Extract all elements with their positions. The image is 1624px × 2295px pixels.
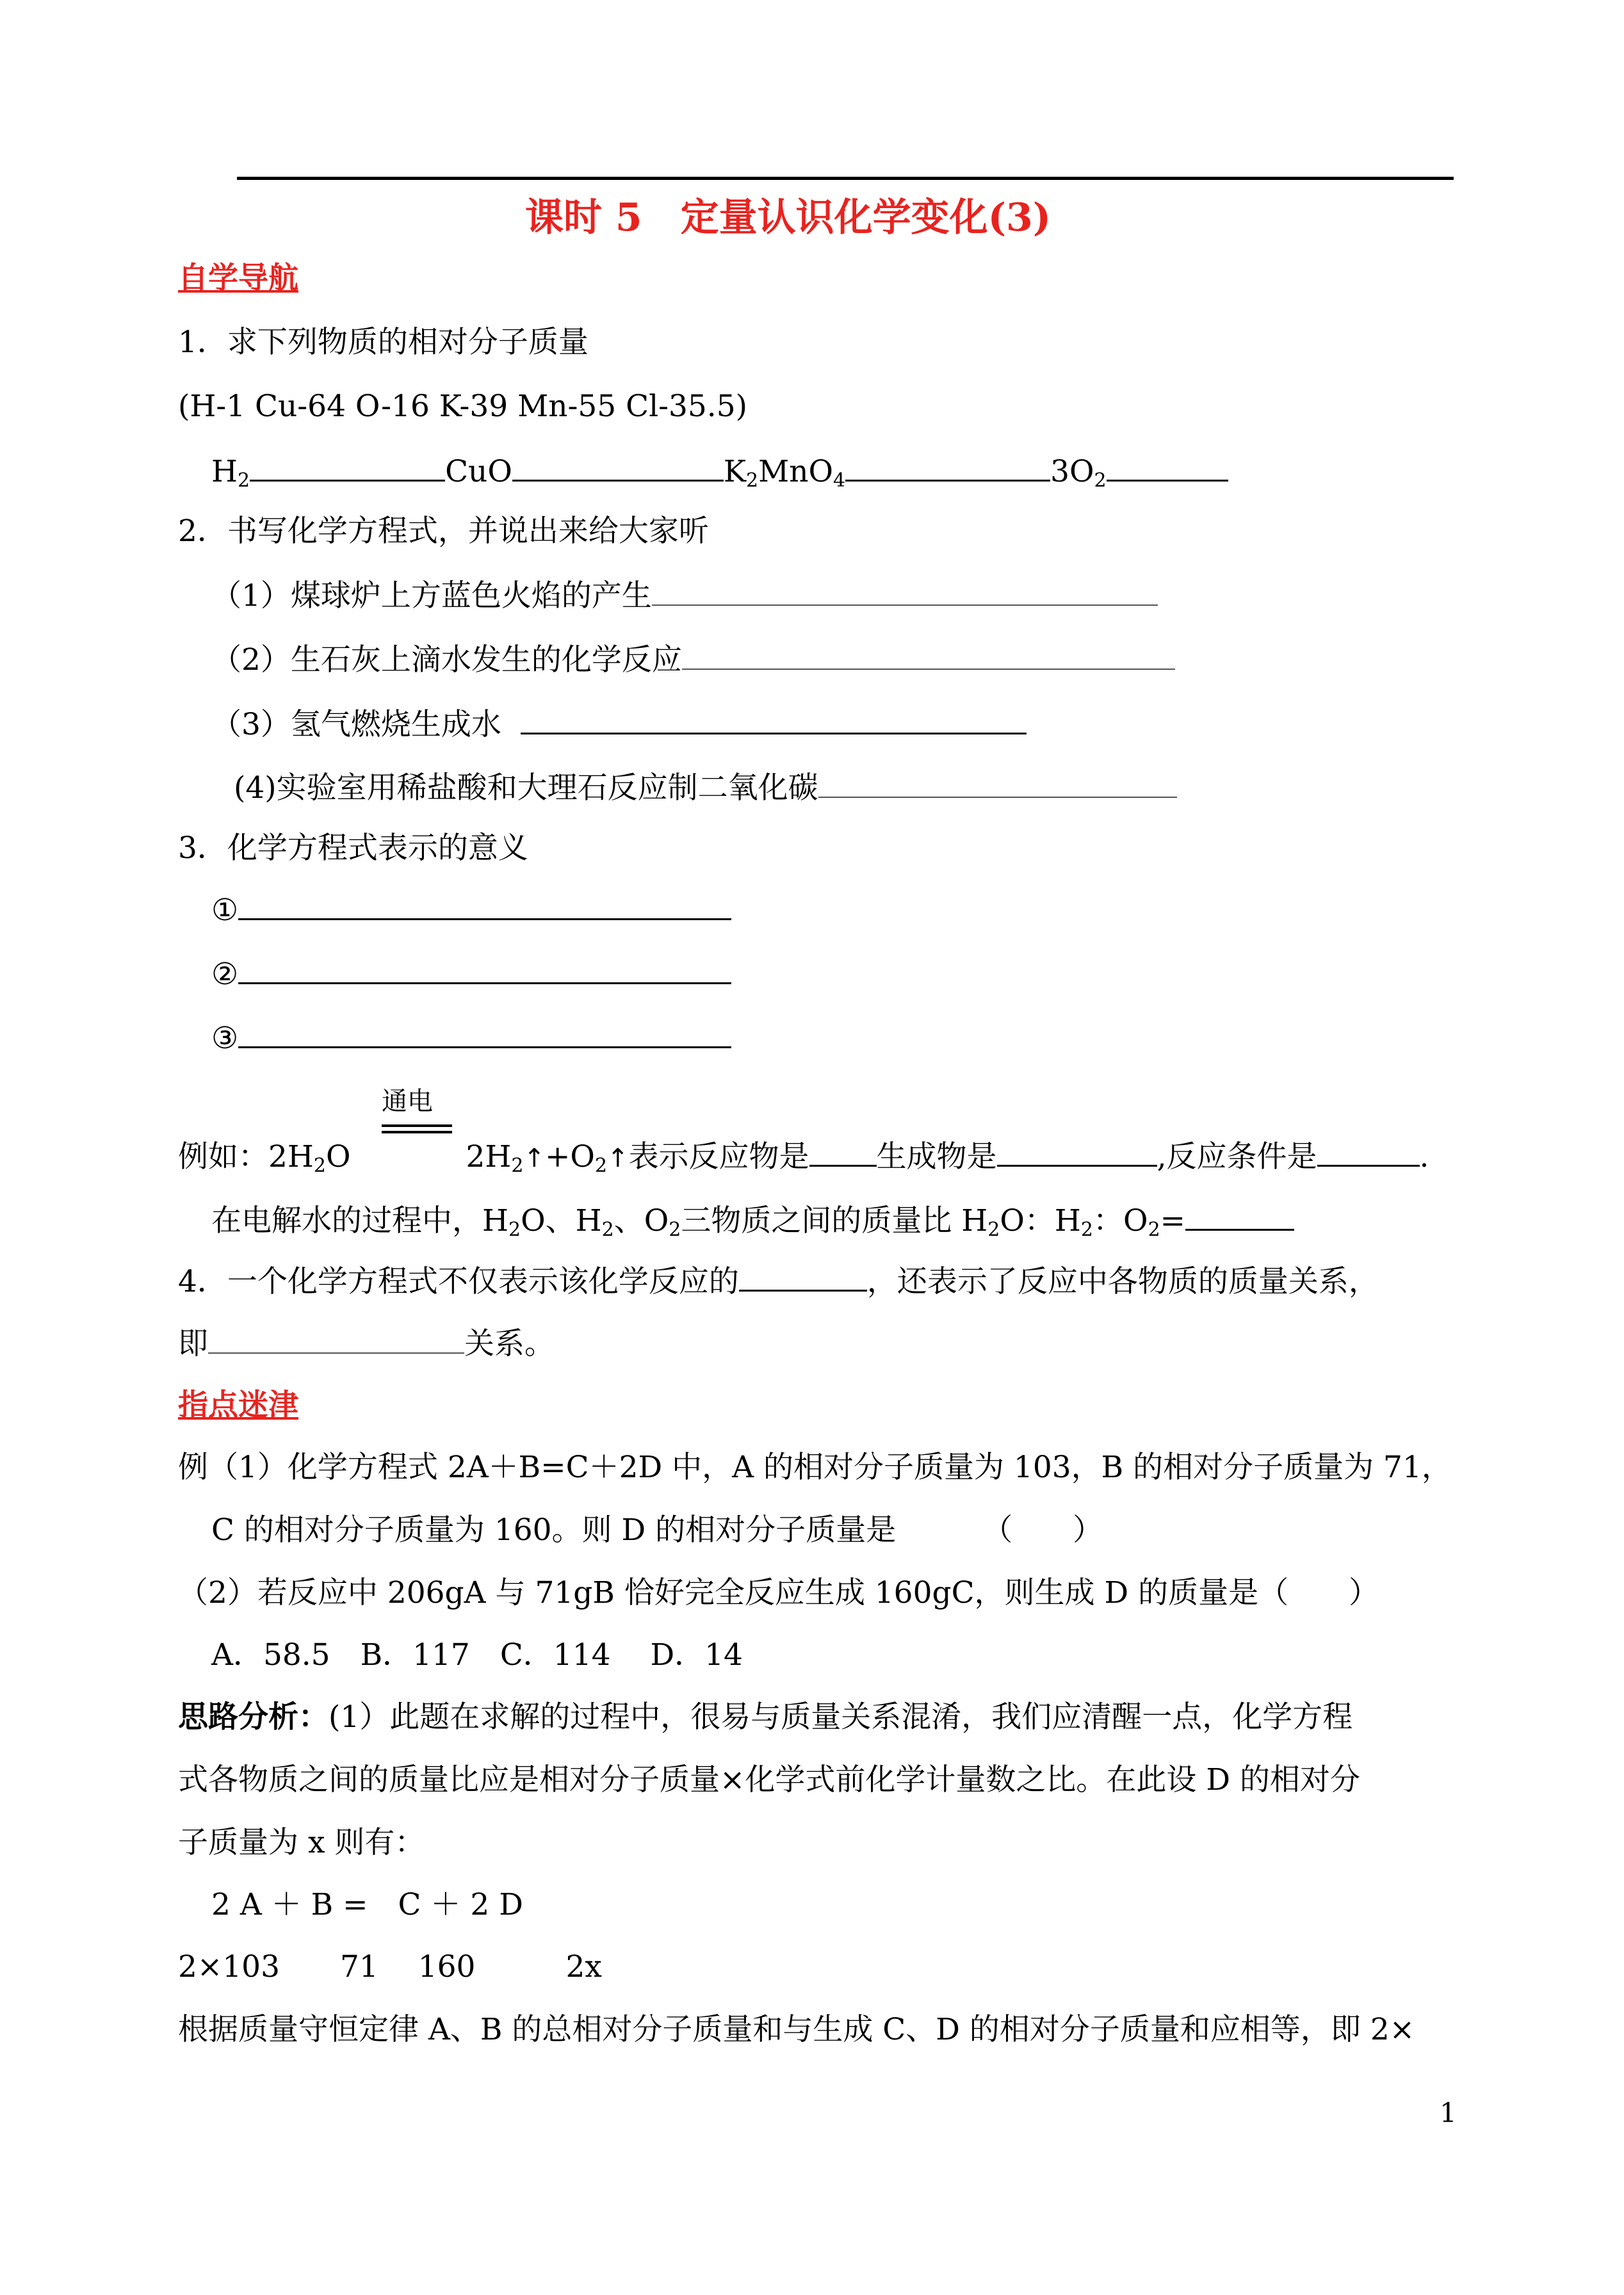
up-arrow-icon: ↑	[523, 1144, 546, 1173]
section-heading-self-study: 自学导航	[178, 261, 298, 296]
mass-ratio-line: 在电解水的过程中，$H_2O$、$H_2$、$O_2$三物质之间的质量比 $H_2O$：$H_2$：$O_2=$	[211, 1201, 1294, 1240]
blank-q2-1[interactable]	[652, 576, 1158, 606]
blank-q2-4[interactable]	[818, 768, 1177, 798]
analysis-equation: 2 A ＋ B = C ＋ 2 D	[211, 1887, 523, 1922]
blank-q4-2[interactable]	[208, 1324, 464, 1354]
q1-cuo: CuO	[445, 454, 512, 489]
q3-text: 3．化学方程式表示的意义	[178, 831, 528, 866]
blank-q2-2[interactable]	[682, 640, 1175, 670]
q2-item-3: （3）氢气燃烧生成水	[211, 704, 1027, 744]
blank-q3-2[interactable]	[238, 954, 731, 984]
q1-3o2: $3O_2$	[1050, 454, 1107, 492]
q1-k2mno4: $K_2MnO_4$	[723, 454, 846, 492]
section-heading-guidance: 指点迷津	[178, 1388, 298, 1423]
example-line-3: （2）若反应中 206gA 与 71gB 恰好完全反应生成 160gC，则生成 D 的质量是（ ）	[178, 1575, 1379, 1610]
example-line-1: 例（1）化学方程式 2A＋B=C＋2D 中，A 的相对分子质量为 103，B 的相对分子质量为 71，	[178, 1450, 1452, 1485]
q2-item-1: （1）煤球炉上方蓝色火焰的产生	[211, 576, 1158, 615]
blank-3o2[interactable]	[1107, 451, 1228, 482]
q3-mark-1: ①	[211, 890, 731, 930]
blank-product[interactable]	[997, 1137, 1157, 1167]
blank-reactant[interactable]	[809, 1137, 877, 1167]
q1-text: 1．求下列物质的相对分子质量	[178, 325, 589, 360]
q3-mark-2: ②	[211, 954, 731, 994]
example-options: A．58.5 B．117 C．114 D．14	[211, 1637, 743, 1673]
blank-q3-3[interactable]	[238, 1018, 731, 1048]
example-line-2: C 的相对分子质量为 160。则 D 的相对分子质量是 （ ）	[211, 1512, 1103, 1548]
blank-mass-ratio[interactable]	[1185, 1201, 1294, 1231]
blank-h2[interactable]	[250, 451, 445, 482]
header-rule	[237, 177, 1454, 180]
q2-text: 2．书写化学方程式，并说出来给大家听	[178, 514, 709, 549]
condition-bar-bottom	[382, 1131, 452, 1133]
q2-item-2: （2）生石灰上滴水发生的化学反应	[211, 640, 1175, 679]
up-arrow-icon: ↑	[607, 1144, 629, 1173]
q3-mark-3: ③	[211, 1018, 731, 1058]
analysis-line-4: 根据质量守恒定律 A、B 的总相对分子质量和与生成 C、D 的相对分子质量和应相等，即 2×	[178, 2012, 1415, 2047]
analysis-line-3: 子质量为 x 则有：	[178, 1825, 425, 1860]
blank-condition[interactable]	[1317, 1137, 1420, 1167]
analysis-line-1: 思路分析：(1）此题在求解的过程中，很易与质量关系混淆，我们应清醒一点，化学方程	[178, 1699, 1353, 1735]
example-equation-line: 例如：$2H_2O$ $2H_2↑+O_2↑$表示反应物是 生成物是 ,反应条件是 .	[178, 1137, 1429, 1178]
q1-items	[211, 451, 1228, 491]
blank-cuo[interactable]	[512, 451, 724, 482]
q1-h2: $H_2$	[211, 454, 250, 492]
blank-q2-3[interactable]	[521, 704, 1027, 734]
page-number: 1	[1440, 2097, 1457, 2129]
answer-paren-1[interactable]: （ ）	[982, 1512, 1103, 1548]
analysis-equation-values: 2×103 71 160 2x	[178, 1949, 602, 1984]
q2-item-4: (4)实验室用稀盐酸和大理石反应制二氧化碳	[234, 768, 1177, 807]
condition-bar-top	[382, 1124, 452, 1127]
analysis-line-2: 式各物质之间的质量比应是相对分子质量×化学式前化学计量数之比。在此设 D 的相对分	[178, 1762, 1360, 1797]
blank-k2mno4[interactable]	[845, 451, 1050, 482]
analysis-label: 思路分析：	[178, 1699, 329, 1735]
blank-q3-1[interactable]	[238, 890, 731, 920]
q4-line-1: 4．一个化学方程式不仅表示该化学反应的 ，还表示了反应中各物质的质量关系，	[178, 1261, 1379, 1301]
q4-line-2: 即 关系。	[178, 1324, 555, 1363]
page-title: 课时 5 定量认识化学变化(3)	[525, 195, 1052, 240]
blank-q4-1[interactable]	[739, 1261, 867, 1292]
q1-atomic-masses: (H-1 Cu-64 O-16 K-39 Mn-55 Cl-35.5)	[178, 389, 747, 424]
reaction-condition: 通电	[382, 1087, 433, 1116]
